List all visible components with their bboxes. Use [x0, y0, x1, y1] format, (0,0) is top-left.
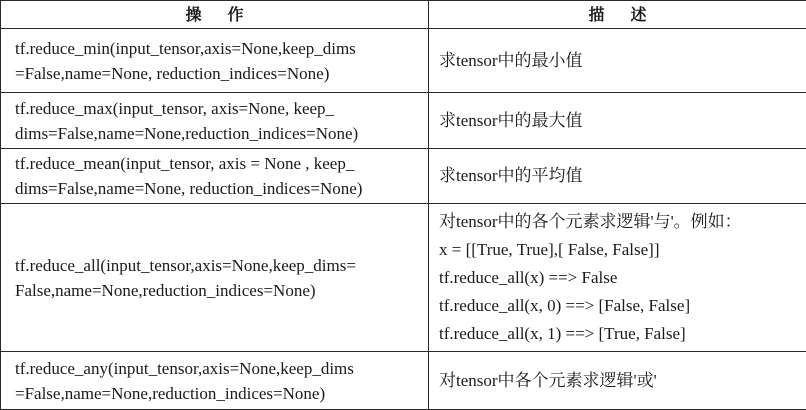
operation-text: tf.reduce_all(input_tensor,axis=None,keep_dims= False,name=None,reduction_indices=None) — [15, 253, 422, 303]
description-cell — [429, 149, 806, 204]
description-cell — [429, 29, 806, 93]
description-line: 求tensor中的最大值 — [439, 107, 800, 135]
operation-cell — [1, 29, 429, 93]
header-row — [1, 1, 806, 29]
operation-text: tf.reduce_mean(input_tensor, axis = None , keep_ dims=False,name=None, reduction_indices=None) — [15, 151, 422, 201]
description-cell — [429, 204, 806, 352]
operation-cell — [1, 93, 429, 149]
description-line: 对tensor中的各个元素求逻辑'与'。例如： — [439, 208, 800, 236]
description-line: tf.reduce_all(x, 1) ==> [True, False] — [439, 320, 800, 348]
description-line: tf.reduce_all(x) ==> False — [439, 264, 800, 292]
table-row — [1, 149, 806, 204]
description-line: 求tensor中的平均值 — [439, 162, 800, 190]
description-line: 对tensor中各个元素求逻辑'或' — [439, 367, 800, 395]
operation-text: tf.reduce_any(input_tensor,axis=None,keep_dims =False,name=None,reduction_indices=None) — [15, 356, 422, 406]
operation-cell — [1, 149, 429, 204]
description-line: x = [[True, True],[ False, False]] — [439, 236, 800, 264]
header-description: 描述 — [429, 1, 806, 29]
description-line: 求tensor中的最小值 — [439, 47, 800, 75]
table-row — [1, 93, 806, 149]
table-row — [1, 204, 806, 352]
header-operation: 操作 — [1, 1, 429, 29]
description-cell — [429, 93, 806, 149]
operation-cell — [1, 204, 429, 352]
operation-text: tf.reduce_min(input_tensor,axis=None,keep_dims =False,name=None, reduction_indices=None) — [15, 36, 422, 86]
table-row — [1, 29, 806, 93]
operation-text: tf.reduce_max(input_tensor, axis=None, keep_ dims=False,name=None,reduction_indices=None) — [15, 96, 422, 146]
description-line: tf.reduce_all(x, 0) ==> [False, False] — [439, 292, 800, 320]
